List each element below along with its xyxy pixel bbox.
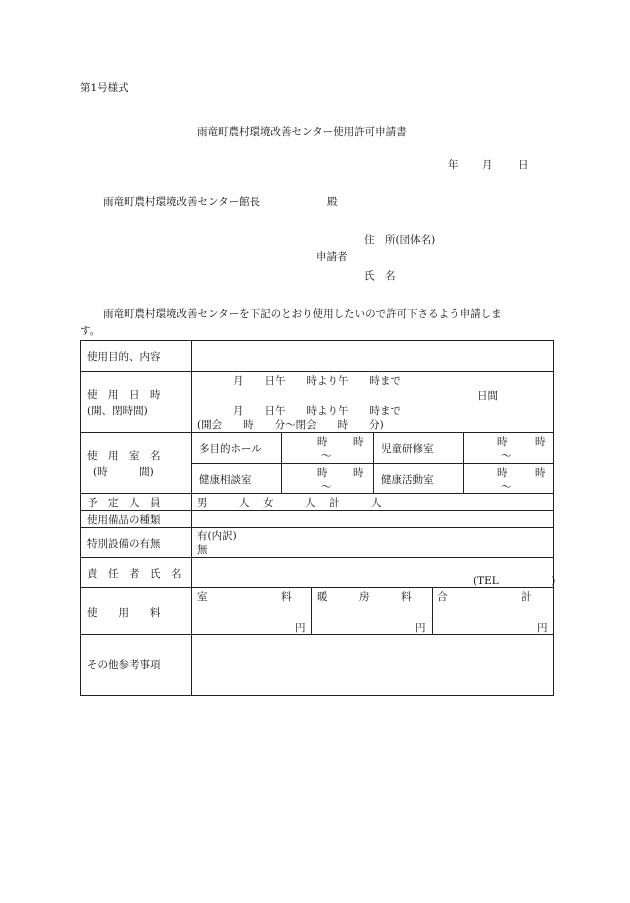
responsible-tel[interactable]: (TEL ) [473, 575, 556, 587]
fee-heating-yen[interactable]: 円 [415, 622, 426, 634]
purpose-label: 使用目的、内容 [87, 351, 161, 363]
room-name-health-activity[interactable]: 健康活動室 [381, 474, 434, 486]
room-tilde: 〜 [321, 481, 332, 493]
special-facilities-label: 特別設備の有無 [87, 538, 161, 550]
date-month-label: 月 [482, 159, 493, 171]
address-label: 住 所(団体名) [364, 234, 436, 246]
special-facilities-no[interactable]: 無 [197, 544, 208, 556]
fee-room-label: 室 料 [197, 591, 292, 603]
applicant-label: 申請者 [316, 251, 348, 263]
attendees-total[interactable]: 計 人 [329, 497, 382, 509]
room-hour-start: 時 [317, 467, 328, 479]
room-name-multipurpose-hall[interactable]: 多目的ホール [199, 443, 262, 455]
equipment-field[interactable] [193, 511, 549, 526]
datetime-label-line1: 使 用 日 時 [87, 389, 161, 401]
date-year-label: 年 [448, 159, 459, 171]
attendees-label: 予 定 人 員 [87, 497, 161, 509]
fee-total-label: 合 計 [437, 591, 532, 603]
room-hour-start: 時 [497, 436, 508, 448]
room-tilde: 〜 [501, 450, 512, 462]
datetime-from-line[interactable]: 月 日午 時より午 時まで [233, 375, 401, 387]
attendees-male[interactable]: 男 人 [197, 497, 250, 509]
room-hour-start: 時 [497, 467, 508, 479]
datetime-label-line2: (開、閉時間) [87, 405, 148, 417]
room-hour-end: 時 [535, 436, 546, 448]
room-hour-end: 時 [535, 467, 546, 479]
addressee-honorific: 殿 [327, 196, 338, 208]
room-tilde: 〜 [501, 481, 512, 493]
datetime-open-close-line[interactable]: (開会 時 分〜閉会 時 分) [197, 419, 384, 431]
room-hour-start: 時 [317, 436, 328, 448]
body-text-line2: す。 [80, 325, 101, 337]
room-name-children-training[interactable]: 児童研修室 [381, 443, 434, 455]
notes-label: その他参考事項 [87, 659, 161, 671]
date-day-label: 日 [518, 159, 529, 171]
body-text-line1: 雨竜町農村環境改善センターを下記のとおり使用したいので許可下さるよう申請しま [103, 308, 502, 320]
datetime-to-line[interactable]: 月 日午 時より午 時まで [233, 405, 401, 417]
room-label-line2: (時 間) [93, 466, 154, 478]
attendees-female[interactable]: 女 人 [263, 497, 316, 509]
name-label: 氏 名 [364, 270, 396, 282]
room-hour-end: 時 [353, 467, 364, 479]
datetime-days-label[interactable]: 日間 [477, 390, 498, 402]
fee-total-yen[interactable]: 円 [537, 622, 548, 634]
room-hour-end: 時 [353, 436, 364, 448]
addressee-name: 雨竜町農村環境改善センター館長 [103, 196, 261, 208]
notes-field[interactable] [193, 637, 549, 693]
room-label-line1: 使 用 室 名 [87, 450, 161, 462]
form-number: 第1号様式 [80, 82, 129, 94]
fee-room-yen[interactable]: 円 [295, 622, 306, 634]
equipment-label: 使用備品の種類 [87, 514, 161, 526]
room-tilde: 〜 [321, 450, 332, 462]
responsible-person-label: 責 任 者 氏 名 [87, 568, 182, 580]
purpose-field[interactable] [193, 343, 549, 369]
fee-label: 使 用 料 [87, 607, 161, 619]
page-title: 雨竜町農村環境改善センター使用許可申請書 [197, 126, 407, 138]
special-facilities-yes[interactable]: 有(内訳) [197, 530, 237, 542]
room-name-health-consultation[interactable]: 健康相談室 [199, 474, 252, 486]
application-table [80, 340, 554, 696]
fee-heating-label: 暖 房 料 [317, 591, 412, 603]
